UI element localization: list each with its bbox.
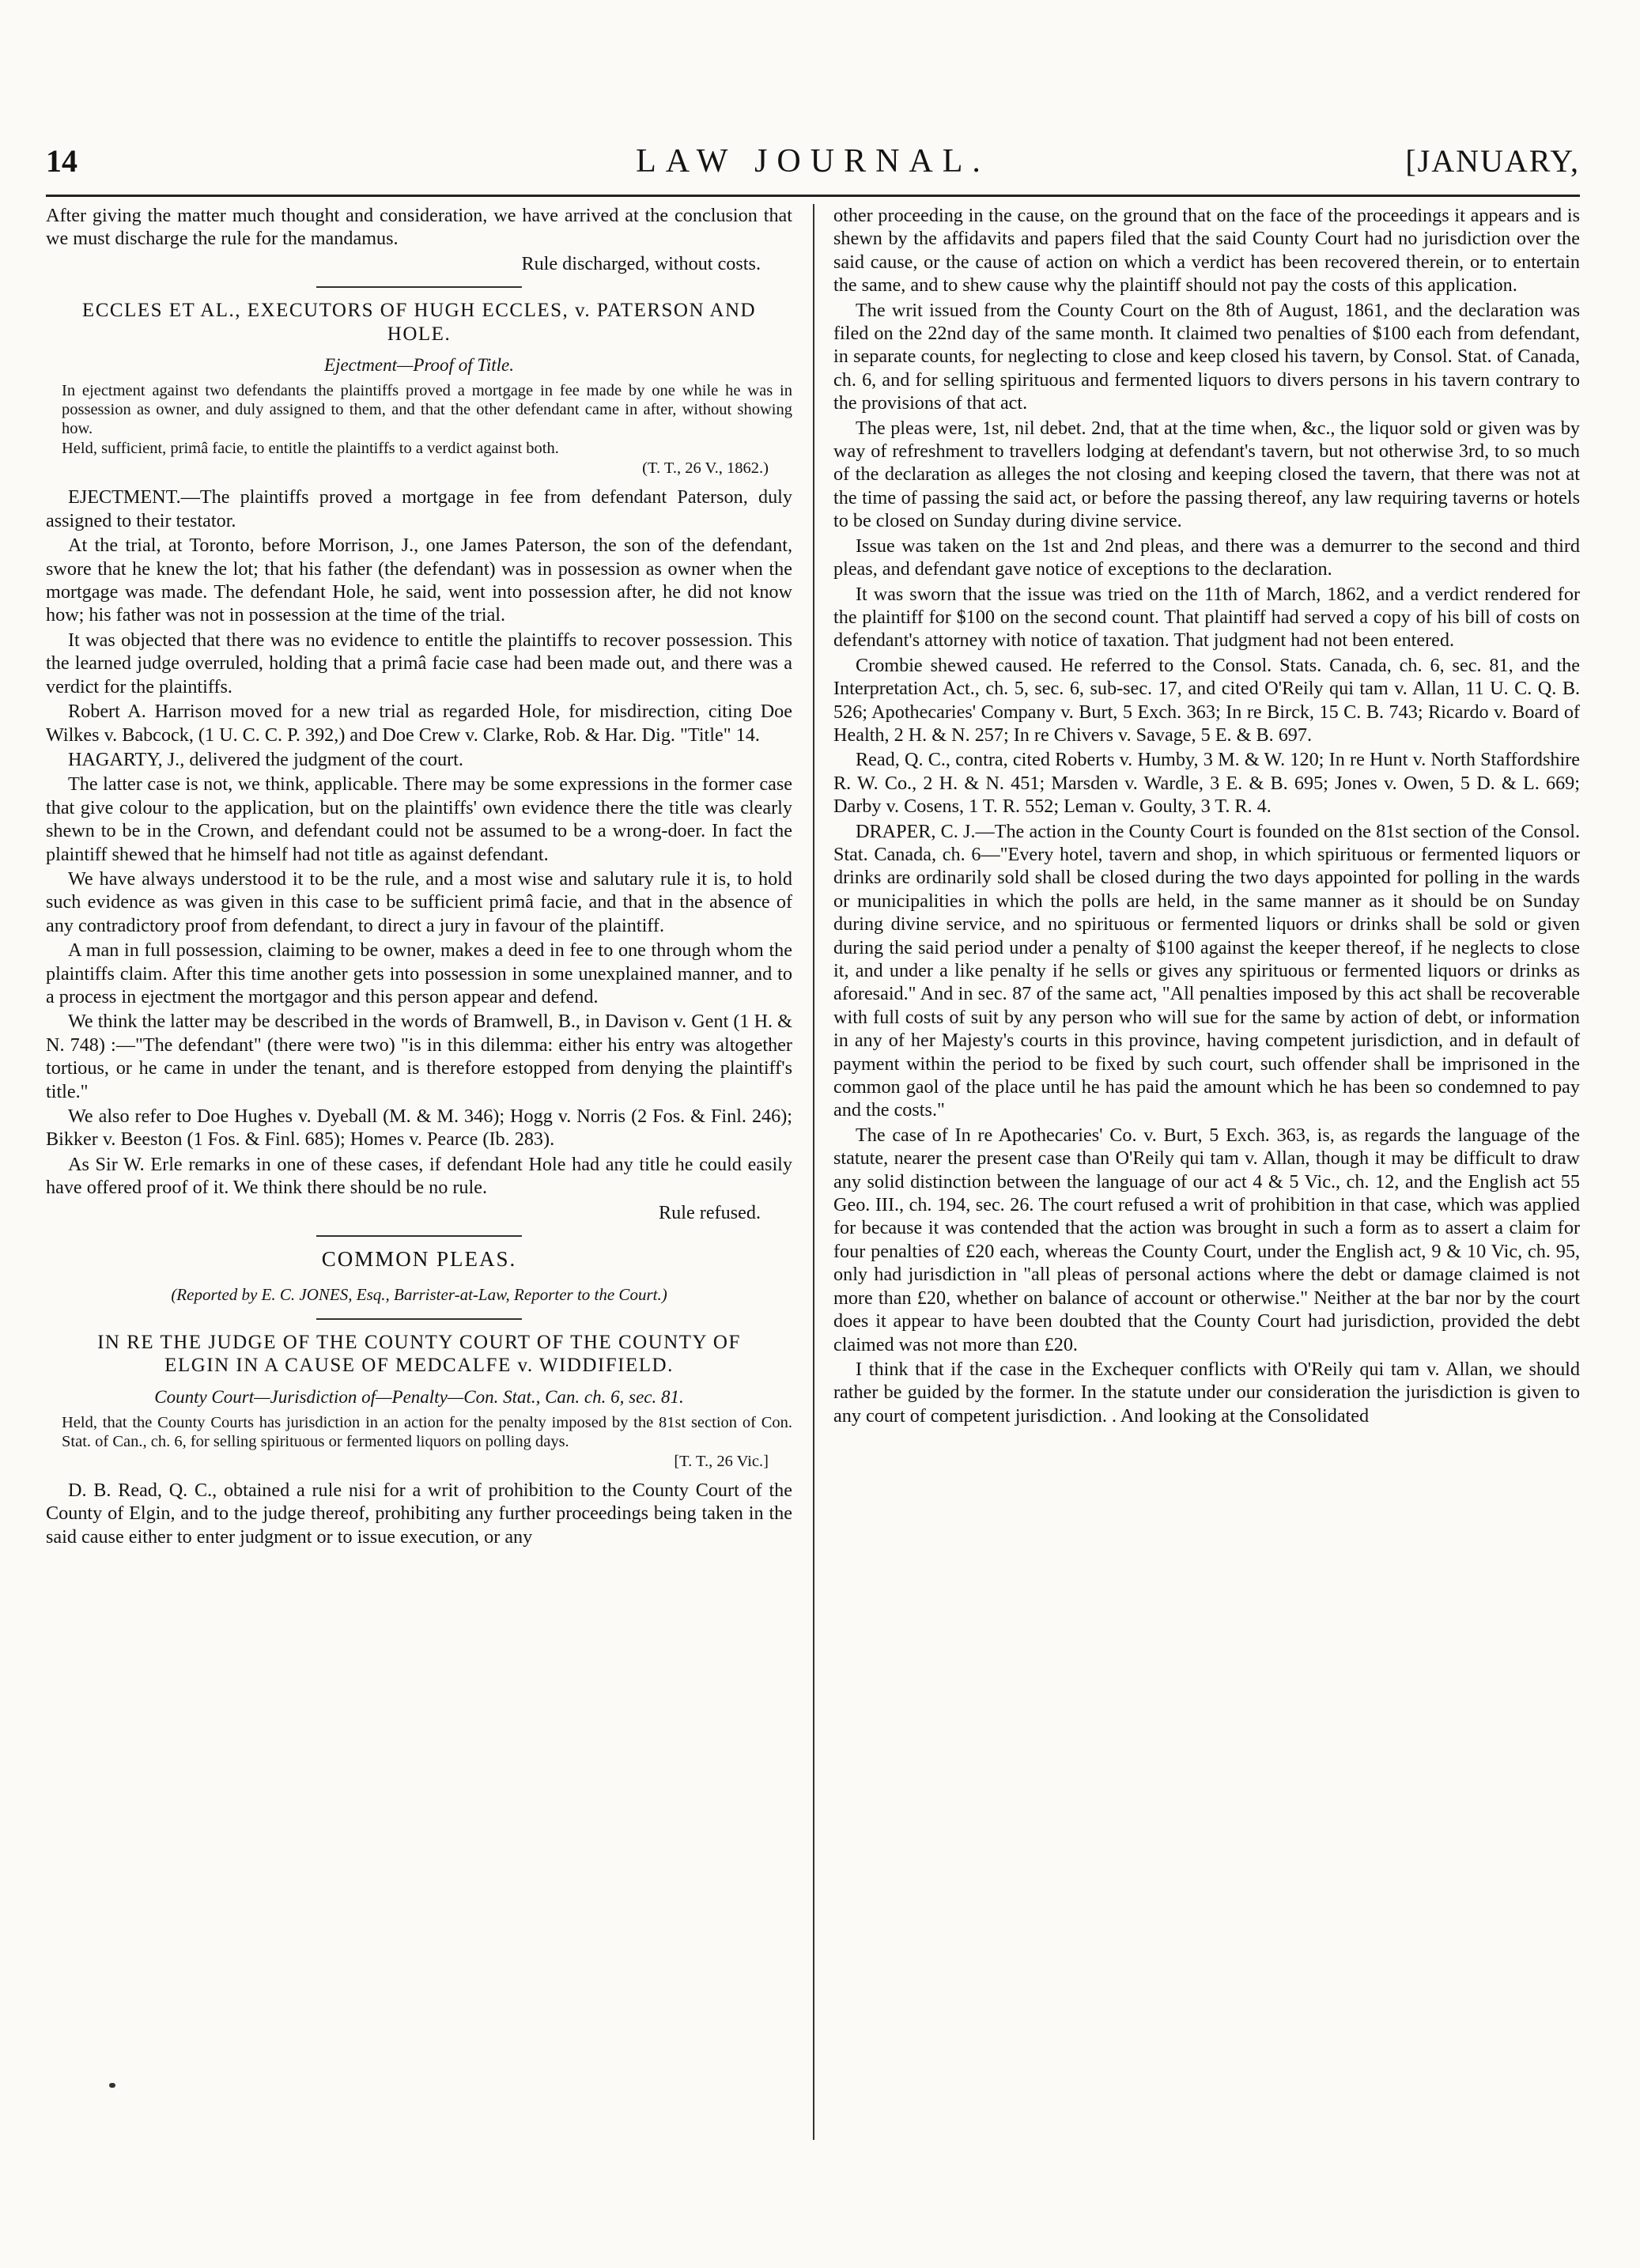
header-month: [JANUARY,: [1405, 143, 1580, 179]
paragraph: We think the latter may be described in the words of Bramwell, B., in Davison v. Gent (1 H. & N. 748) :—"The defendant" (there were two) "is in this dilemma: either his entry was altogether tortious, or he came in under the tenant, and is therefore estopped from denying the plaintiff's title.": [46, 1011, 792, 1102]
paragraph: A man in full possession, claiming to be owner, makes a deed in fee to one through whom the plaintiffs claim. After this time another gets into possession in some unexplained manner, and to a process in ejectment the mortgagor and this person appear and defend.: [46, 939, 792, 1007]
column-divider: [813, 204, 814, 2140]
paragraph: Robert A. Harrison moved for a new trial as regarded Hole, for misdirection, citing Doe Wilkes v. Babcock, (1 U. C. C. P. 392,) and Doe Crew v. Clarke, Rob. & Har. Dig. "Title" 14.: [46, 701, 792, 746]
section-heading: COMMON PLEAS.: [321, 1247, 517, 1272]
paragraph: At the trial, at Toronto, before Morrison, J., one James Paterson, the son of the defendant, swore that he knew the lot; that his father (the defendant) was in possession as owner when the mortgage was made. The defendant Hole, he said, went into possession after, he did not know how; his father was not in possession at the time of the trial.: [46, 535, 792, 626]
paragraph: Crombie shewed caused. He referred to the Consol. Stats. Canada, ch. 6, sec. 81, and the Interpretation Act., ch. 5, sec. 6, sub-sec. 17, and cited O'Reily qui tam v. Allan, 11 U. C. Q. B. 526; Apothecaries' Company v. Burt, 5 Exch. 363; In re Birck, 15 C. B. 743; Ricardo v. Board of Health, 2 H. & N. 257; In re Chivers v. Savage, 5 E. & B. 697.: [833, 654, 1580, 746]
paragraph: It was objected that there was no evidence to entitle the plaintiffs to recover possession. This the learned judge overruled, holding that a primâ facie case had been made out, and there was a verdict for the plaintiffs.: [46, 629, 792, 697]
paragraph: The writ issued from the County Court on the 8th of August, 1861, and the declaration was filed on the 22nd day of the same month. It claimed two penalties of $100 each from defendant, in separate counts, for neglecting to close and keep closed his tavern, by Consol. Stat. of Canada, ch. 6, and for selling spirituous and fermented liquors to divers persons in his tavern contrary to the provisions of that act.: [833, 299, 1580, 414]
journal-title: LAW JOURNAL.: [636, 143, 990, 180]
section-divider: [316, 1235, 522, 1237]
headnote: In ejectment against two defendants the plaintiffs proved a mortgage in fee made by one while he was in possession as owner, and duly assigned to them, and that the other defendant came in after, without showing how.: [62, 382, 792, 438]
paragraph: EJECTMENT.—The plaintiffs proved a mortgage in fee from defendant Paterson, duly assigned to their testator.: [46, 486, 792, 531]
paragraph: Issue was taken on the 1st and 2nd pleas, and there was a demurrer to the second and third pleas, and defendant gave notice of exceptions to the declaration.: [833, 535, 1580, 580]
paragraph: After giving the matter much thought and consideration, we have arrived at the conclusion that we must discharge the rule for the mandamus.: [46, 205, 792, 250]
paragraph: DRAPER, C. J.—The action in the County Court is founded on the 81st section of the Consol. Stat. Canada, ch. 6—"Every hotel, tavern and shop, in which spirituous or fermented liquors or drinks are ordinarily sold shall be closed during the two days appointed for polling in the wards or municipalities in which the polls are held, in the same manner as it should be on Sunday during divine service, and no spirituous or fermented liquors or drinks shall be sold or given during the said period under a penalty of $100 against the keeper thereof, if he neglects to close it, and under a like penalty if he sells or gives any spirituous or fermented liquors or drinks as aforesaid." And in sec. 87 of the same act, "All penalties imposed by this act shall be recoverable with full costs of suit by any person who will sue for the same by action of debt, or information in any of her Majesty's courts in this province, having competent jurisdiction, and in default of payment within the period to be fixed by such court, such offender shall be imprisoned in the common gaol of the place until he has paid the amount which he has been so condemned to pay and the costs.": [833, 820, 1580, 1121]
case-subtitle: County Court—Jurisdiction of—Penalty—Con. Stat., Can. ch. 6, sec. 81.: [154, 1386, 684, 1407]
paragraph: We also refer to Doe Hughes v. Dyeball (M. & M. 346); Hogg v. Norris (2 Fos. & Finl. 246); Bikker v. Beeston (1 Fos. & Finl. 685); Homes v. Pearce (Ib. 283).: [46, 1106, 792, 1151]
page-number: 14: [46, 143, 77, 179]
case-subtitle: Ejectment—Proof of Title.: [324, 355, 514, 376]
case-citation: (T. T., 26 V., 1862.): [642, 459, 769, 478]
page-header: [46, 142, 1580, 187]
paragraph: The latter case is not, we think, applicable. There may be some expressions in the former case that give colour to the application, but on the plaintiffs' own evidence there the title was clearly shewn to be in the Crown, and defendant could not be assumed to be a wrong-doer. In fact the plaintiff shewed that he himself had not title as against defendant.: [46, 773, 792, 865]
case-result: Rule refused.: [659, 1201, 761, 1223]
headnote: Held, sufficient, primâ facie, to entitle the plaintiffs to a verdict against both.: [62, 440, 559, 458]
paragraph: The pleas were, 1st, nil debet. 2nd, that at the time when, &c., the liquor sold or given was by way of refreshment to travellers lodging at defendant's tavern, but not otherwise 3rd, to so much of the declaration as alleges the not closing and keeping closed the tavern, that there was not at the time of passing the said act, or before the passing thereof, any law requiring taverns or hotels to be closed on Sunday during divine service.: [833, 417, 1580, 532]
paragraph: We have always understood it to be the rule, and a most wise and salutary rule it is, to hold such evidence as was given in this case to be sufficient primâ facie, and that in the absence of any contradictory proof from defendant, to direct a jury in favour of the plaintiff.: [46, 868, 792, 936]
reporter-note: (Reported by E. C. JONES, Esq., Barrister-at-Law, Reporter to the Court.): [171, 1285, 667, 1305]
case-title: IN RE THE JUDGE OF THE COUNTY COURT OF THE COUNTY OF ELGIN IN A CAUSE OF MEDCALFE v. WIDDIFIELD.: [97, 1331, 741, 1377]
paragraph: I think that if the case in the Exchequer conflicts with O'Reily qui tam v. Allan, we should rather be guided by the former. In the statute under our consideration the jurisdiction is given to any court of competent jurisdiction. . And looking at the Consolidated: [833, 1358, 1580, 1427]
header-rule: [46, 195, 1580, 197]
journal-page: [46, 0, 1580, 2268]
ink-speck: [109, 2083, 115, 2088]
case-title: ECCLES ET AL., EXECUTORS OF HUGH ECCLES, v. PATERSON AND HOLE.: [81, 300, 757, 345]
paragraph: HAGARTY, J., delivered the judgment of the court.: [68, 748, 463, 770]
paragraph: The case of In re Apothecaries' Co. v. Burt, 5 Exch. 363, is, as regards the language of the statute, nearer the present case than O'Reily qui tam v. Allan, though it may be difficult to draw any solid distinction between the language of our act 4 & 5 Vic., ch. 12, and the English act 55 Geo. III., ch. 194, sec. 26. The court refused a writ of prohibition in that case, which was applied for because it was contended that the action was brought in such a form as to assert a claim for four penalties of £20 each, whereas the County Court, under the English act, 9 & 10 Vic, ch. 95, only had jurisdiction in "all pleas of personal actions where the debt or damage claimed is not more than £20, whether on balance of account or otherwise." Neither at the bar nor by the court does it appear to have been doubted that the County Court had jurisdiction, provided the debt claimed was not more than £20.: [833, 1124, 1580, 1355]
paragraph: It was sworn that the issue was tried on the 11th of March, 1862, and a verdict rendered for the plaintiff for $100 on the second count. That plaintiff had served a copy of his bill of costs on defendant's attorney with notice of taxation. That judgment had not been entered.: [833, 583, 1580, 652]
headnote: Held, that the County Courts has jurisdiction in an action for the penalty imposed by the 81st section of Con. Stat. of Can., ch. 6, for selling spirituous or fermented liquors on polling days.: [62, 1414, 792, 1451]
case-result: Rule discharged, without costs.: [521, 252, 761, 274]
paragraph: As Sir W. Erle remarks in one of these cases, if defendant Hole had any title he could easily have offered proof of it. We think there should be no rule.: [46, 1153, 792, 1199]
left-column: [46, 204, 792, 2141]
paragraph: Read, Q. C., contra, cited Roberts v. Humby, 3 M. & W. 120; In re Hunt v. North Staffordshire R. W. Co., 2 H. & N. 451; Marsden v. Wardle, 3 E. & B. 695; Jones v. Owen, 5 D. & L. 669; Darby v. Cosens, 1 T. R. 552; Leman v. Goulty, 3 T. R. 4.: [833, 749, 1580, 818]
paragraph: D. B. Read, Q. C., obtained a rule nisi for a writ of prohibition to the County Court of the County of Elgin, and to the judge thereof, prohibiting any further proceedings being taken in the said cause either to enter judgment or to issue execution, or any: [46, 1480, 792, 1548]
paragraph: other proceeding in the cause, on the ground that on the face of the proceedings it appears and is shewn by the affidavits and papers filed that the said County Court had no jurisdiction over the said cause, or the cause of action on which a verdict has been recovered therein, or to entertain the same, and to shew cause why the plaintiff should not pay the costs of this application.: [833, 205, 1580, 297]
right-column: [833, 204, 1580, 2141]
section-divider: [316, 286, 522, 288]
case-citation: [T. T., 26 Vic.]: [674, 1453, 769, 1471]
section-divider: [316, 1318, 522, 1320]
